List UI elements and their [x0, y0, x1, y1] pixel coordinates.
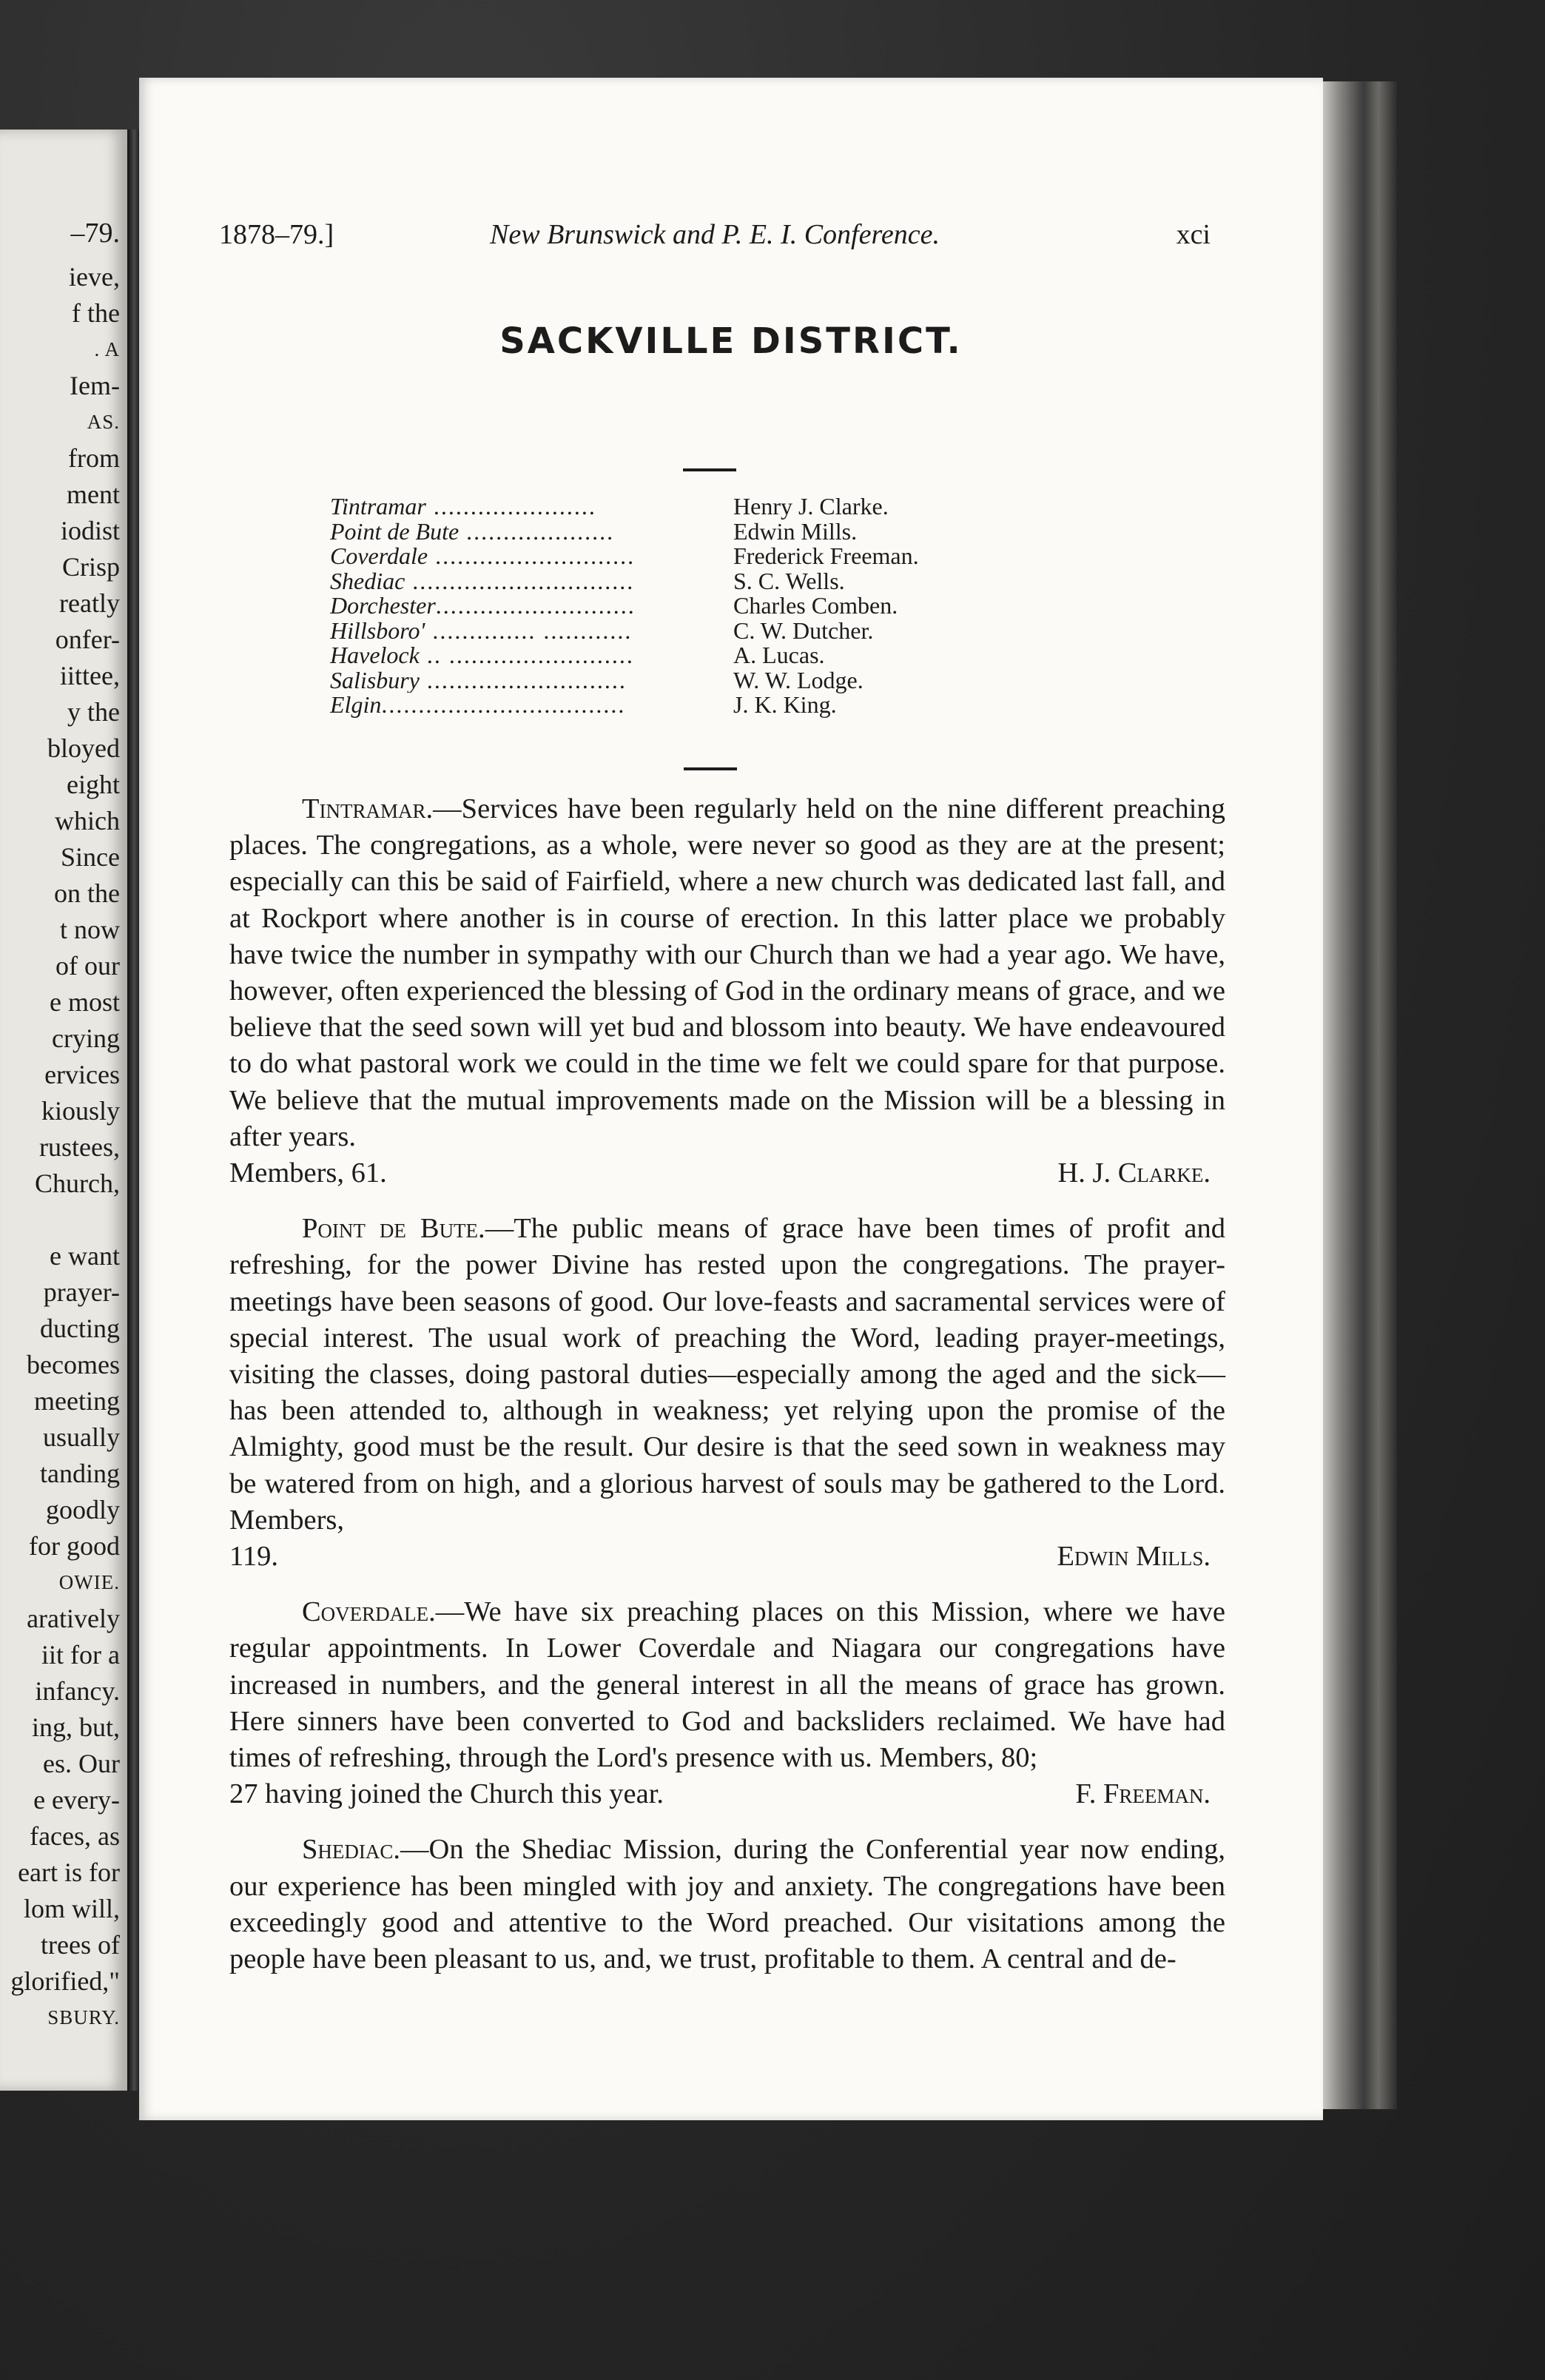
- station-minister: W. W. Lodge.: [733, 666, 864, 693]
- left-page-line: OWIE.: [58, 1571, 120, 1593]
- left-page-line: bloyed: [47, 733, 120, 763]
- title-rule: [683, 468, 736, 471]
- left-page-line: kiously: [41, 1096, 120, 1126]
- report-text: —The public means of grace have been times of profit and refreshing, for the power Divine has rested upon the congregations. The prayer-meetings have been seasons of good. Our love-feasts and sacramental services were of special interest. The usual work of preaching the Word, leading prayer-meetings, visiting the classes, doing pastoral duties—especially among the aged and the sick—has been attended to, although in weakness; yet relying upon the promise of the Almighty, good must be the result. Our desire is that the seed sown in weakness may be watered from on high, and a glorious harvest of souls may be gathered to the Lord. Members,: [229, 1213, 1225, 1536]
- left-page-lines: [0, 259, 120, 2036]
- document-page: [139, 78, 1323, 2120]
- left-page-line: es. Our: [43, 1749, 120, 1778]
- station-place-name: Hillsboro': [330, 618, 425, 643]
- report-signature: F. Freeman.: [1075, 1778, 1211, 1810]
- report-lead: Tintramar.: [302, 793, 434, 824]
- report-signature: Edwin Mills.: [1057, 1541, 1211, 1573]
- left-page-line: ducting: [40, 1314, 120, 1343]
- page-number: xci: [1176, 219, 1211, 250]
- report-text: —On the Shediac Mission, during the Conferential year now ending, our experience has been mingled with joy and anxiety. The congregations have been exceedingly good and attentive to the Word preached. Our visitations among the people have been pleasant to us, and, we trust, profitable to them. A central and de-: [229, 1834, 1225, 1975]
- station-row: [330, 616, 996, 644]
- paragraph-gap: [229, 1191, 1225, 1211]
- left-page-line: ieve,: [69, 262, 120, 292]
- paragraph-gap: [229, 1812, 1225, 1832]
- report-signature: H. J. Clarke.: [1057, 1157, 1211, 1189]
- report-paragraph: [229, 1211, 1225, 1539]
- station-leader-dots: ..............................: [405, 568, 635, 594]
- station-place-name: Point de Bute: [330, 519, 460, 544]
- left-page-line: infancy.: [35, 1676, 120, 1706]
- report-paragraph: [229, 1832, 1225, 1977]
- left-page-line: e want: [50, 1241, 120, 1271]
- report-closing: 27 having joined the Church this year.: [229, 1778, 664, 1810]
- station-minister: S. C. Wells.: [733, 567, 845, 594]
- left-facing-page: [0, 130, 127, 2091]
- report-text: —Services have been regularly held on the nine different preaching places. The congregations, as a whole, were never so good as they are at the present; especially can this be said of Fairfield, where a new church was dedicated last fall, and at Rockport where another is in course of erection. In this latter place we probably have twice the number in sympathy with our Church than we had a year ago. We have, however, often experienced the blessing of God in the ordinary means of grace, and we believe that the seed sown will yet bud and blossom into beauty. We have endeavoured to do what pastoral work we could in the time we felt we could spare for that purpose. We believe that the mutual improvements made on the Mission will be a blessing in after years.: [229, 793, 1225, 1152]
- left-page-line: glorified,": [10, 1966, 120, 1996]
- station-place-name: Shediac: [330, 568, 405, 594]
- district-title: SACKVILLE DISTRICT.: [499, 320, 963, 362]
- left-page-line: f the: [72, 298, 120, 328]
- left-page-line: iittee,: [60, 661, 120, 690]
- station-place-name: Dorchester: [330, 594, 436, 619]
- report-lead: Shediac.: [302, 1834, 401, 1866]
- station-minister: Frederick Freeman.: [733, 542, 919, 569]
- left-page-line: iodist: [60, 516, 120, 545]
- station-minister: Henry J. Clarke.: [733, 493, 889, 520]
- left-page-line: eart is for: [18, 1858, 120, 1887]
- left-page-line: trees of: [41, 1930, 120, 1960]
- left-page-line: reatly: [59, 588, 120, 618]
- running-head-year: 1878–79.]: [219, 219, 334, 250]
- station-row: [330, 544, 996, 569]
- left-page-line: iit for a: [41, 1640, 120, 1670]
- station-leader-dots: .. .........................: [419, 643, 634, 668]
- left-page-line: becomes: [27, 1350, 120, 1379]
- station-minister: Charles Comben.: [733, 592, 898, 619]
- left-page-line: usually: [43, 1422, 120, 1452]
- station-minister: Edwin Mills.: [733, 517, 858, 545]
- station-minister: J. K. King.: [733, 691, 837, 718]
- left-page-line: rustees,: [39, 1132, 120, 1162]
- report-closing: Members, 61.: [229, 1157, 387, 1189]
- station-row: [330, 494, 996, 520]
- station-place: [330, 643, 733, 668]
- station-row: [330, 643, 996, 668]
- left-page-line: [0, 1202, 120, 1238]
- left-page-line: Since: [61, 842, 120, 872]
- left-page-line: aratively: [27, 1604, 120, 1633]
- station-row: [330, 517, 996, 545]
- left-page-line: Iem-: [70, 371, 120, 400]
- report-closing-line: [229, 1539, 1225, 1575]
- left-page-line: from: [68, 443, 120, 473]
- page-edge: [1323, 81, 1397, 2109]
- station-place: [330, 494, 733, 520]
- station-place: [330, 619, 733, 644]
- left-page-line: for good: [29, 1531, 120, 1561]
- left-page-line: y the: [67, 697, 120, 727]
- left-page-line: on the: [54, 878, 120, 908]
- station-place: [330, 544, 733, 569]
- left-page-line: ervices: [44, 1060, 120, 1089]
- left-page-line: of our: [55, 951, 120, 981]
- left-page-line: e every-: [33, 1785, 120, 1815]
- stations-rule: [684, 767, 737, 770]
- stations-list: [330, 494, 996, 718]
- station-place: [330, 693, 733, 718]
- station-leader-dots: ...........................: [435, 594, 636, 619]
- left-page-line: lom will,: [23, 1894, 120, 1923]
- left-page-line: . A: [94, 338, 120, 360]
- station-leader-dots: ...........................: [428, 544, 636, 569]
- report-lead: Point de Bute.: [302, 1213, 485, 1245]
- station-row: [330, 594, 996, 619]
- report-paragraph: [229, 791, 1225, 1155]
- left-page-line: t now: [60, 915, 120, 944]
- report-text: —We have six preaching places on this Mission, where we have regular appointments. In Lower Coverdale and Niagara our congregations have increased in numbers, and the general interest in all the means of grace has grown. Here sinners have been converted to God and backsliders reclaimed. We have had times of refreshing, through the Lord's presence with us. Members, 80;: [229, 1596, 1225, 1774]
- left-page-line: faces, as: [30, 1821, 120, 1851]
- paragraph-gap: [229, 1575, 1225, 1594]
- station-row: [330, 693, 996, 718]
- station-leader-dots: .................................: [381, 693, 626, 718]
- left-page-line: onfer-: [55, 625, 120, 654]
- station-place-name: Elgin: [330, 693, 382, 718]
- left-page-line: e most: [50, 987, 120, 1017]
- station-leader-dots: ......................: [425, 494, 596, 520]
- left-page-line: eight: [67, 770, 120, 799]
- station-minister: C. W. Dutcher.: [733, 616, 874, 644]
- reports-body: [229, 791, 1225, 1977]
- left-page-header: –79.: [70, 218, 120, 249]
- report-lead: Coverdale.: [302, 1596, 436, 1628]
- station-place: [330, 520, 733, 545]
- station-place-name: Salisbury: [330, 668, 420, 693]
- station-leader-dots: ....................: [459, 519, 615, 544]
- left-page-line: tanding: [40, 1459, 120, 1488]
- report-closing-line: [229, 1776, 1225, 1812]
- left-page-line: SBURY.: [47, 2006, 120, 2028]
- station-leader-dots: ...........................: [419, 668, 627, 693]
- station-place-name: Havelock: [330, 643, 420, 668]
- report-closing: 119.: [229, 1541, 278, 1573]
- station-leader-dots: .............. ............: [425, 618, 633, 643]
- report-closing-line: [229, 1155, 1225, 1191]
- left-page-line: Crisp: [61, 552, 120, 582]
- left-page-line: which: [55, 806, 120, 836]
- station-minister: A. Lucas.: [733, 642, 825, 668]
- report-paragraph: [229, 1594, 1225, 1776]
- station-row: [330, 569, 996, 594]
- station-place: [330, 668, 733, 693]
- left-page-line: goodly: [45, 1495, 120, 1525]
- station-row: [330, 668, 996, 693]
- left-page-line: prayer-: [43, 1277, 120, 1307]
- left-page-line: ing, but,: [31, 1712, 120, 1742]
- left-page-line: meeting: [34, 1386, 120, 1416]
- station-place-name: Tintramar: [330, 494, 426, 520]
- book-gutter: [127, 130, 139, 2091]
- left-page-line: crying: [52, 1023, 120, 1053]
- running-head-title: New Brunswick and P. E. I. Conference.: [490, 219, 940, 250]
- left-page-line: Church,: [35, 1169, 120, 1198]
- station-place: [330, 594, 733, 619]
- station-place: [330, 569, 733, 594]
- running-head: [219, 218, 1211, 263]
- left-page-line: ment: [67, 480, 120, 509]
- left-page-line: AS.: [87, 411, 120, 433]
- station-place-name: Coverdale: [330, 544, 428, 569]
